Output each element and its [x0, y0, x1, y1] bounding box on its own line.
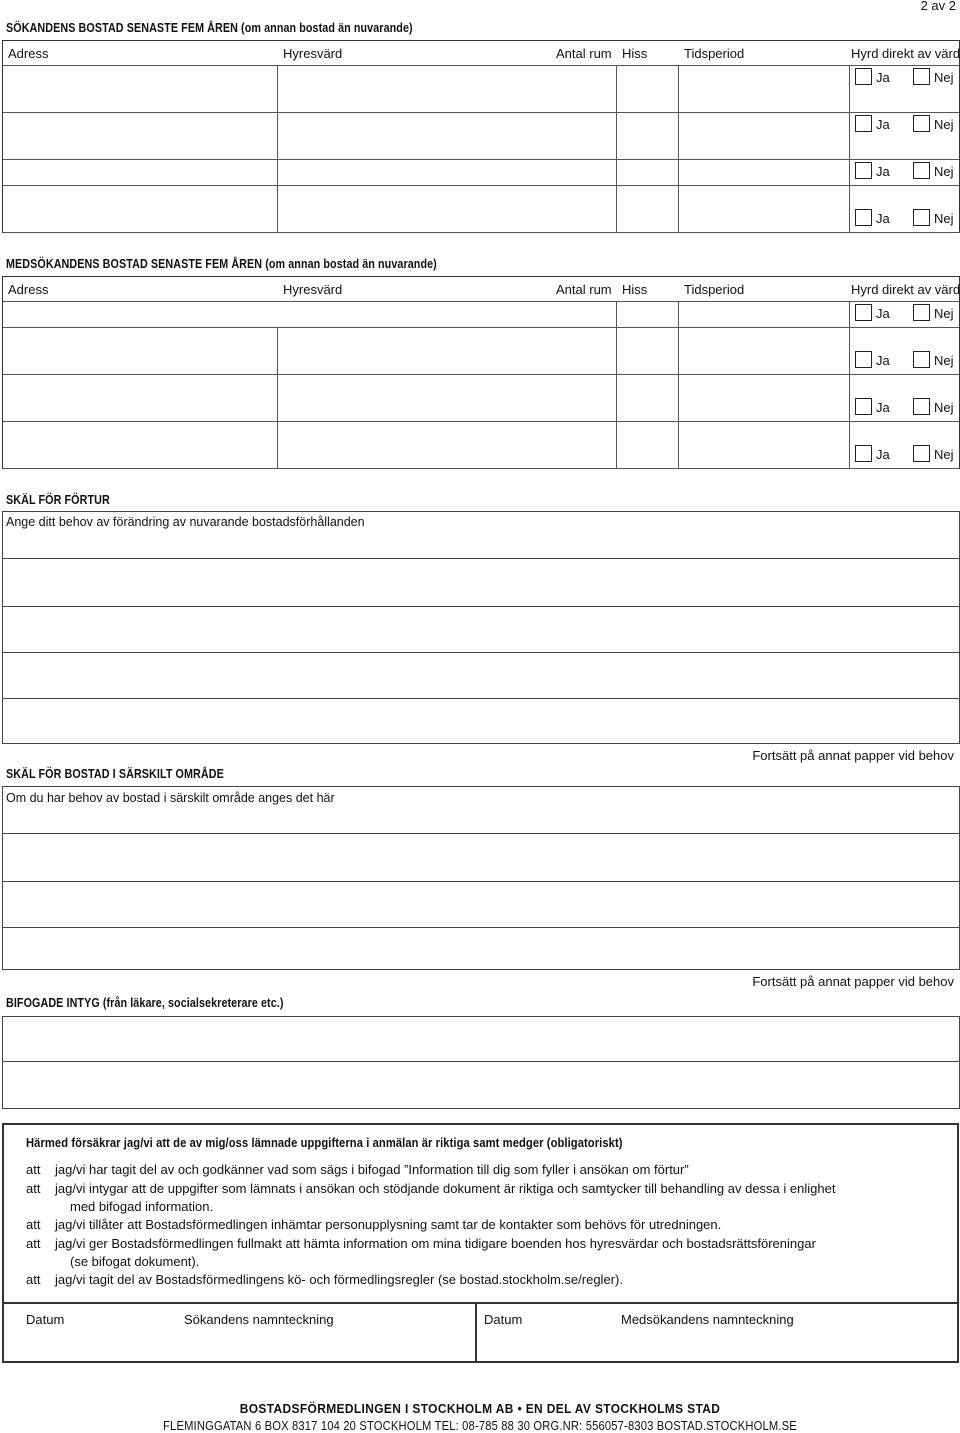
date-field-applicant[interactable]: Datum — [26, 1312, 65, 1327]
column-header-landlord: Hyresvärd — [283, 46, 343, 61]
column-header-rooms: Antal rum — [556, 282, 612, 297]
column-header-rented-directly: Hyrd direkt av värd — [851, 46, 960, 61]
yes-label: Ja — [876, 353, 890, 368]
priority-reasons-subtitle: Ange ditt behov av förändring av nuvarande bostadsförhållanden — [6, 515, 365, 529]
no-label: Nej — [934, 70, 954, 85]
rented-directly-yes-checkbox[interactable] — [855, 115, 872, 132]
column-header-period: Tidsperiod — [684, 282, 745, 297]
applicant-signature-field[interactable]: Sökandens namnteckning — [184, 1312, 334, 1327]
rented-directly-no-checkbox[interactable] — [913, 209, 930, 226]
area-reasons-continue-note: Fortsätt på annat papper vid behov — [752, 974, 954, 989]
declaration-prefix: att — [26, 1162, 41, 1177]
attachments-title: BIFOGADE INTYG (från läkare, socialsekreterare etc.) — [6, 996, 284, 1010]
rented-directly-yes-checkbox[interactable] — [855, 209, 872, 226]
rented-directly-no-checkbox[interactable] — [913, 115, 930, 132]
yes-label: Ja — [876, 400, 890, 415]
yes-label: Ja — [876, 117, 890, 132]
no-label: Nej — [934, 164, 954, 179]
column-header-rooms: Antal rum — [556, 46, 612, 61]
rented-directly-yes-checkbox[interactable] — [855, 68, 872, 85]
coapplicant-housing-title: MEDSÖKANDENS BOSTAD SENASTE FEM ÅREN (om annan bostad än nuvarande) — [6, 257, 437, 271]
rented-directly-yes-checkbox[interactable] — [855, 398, 872, 415]
footer-contact: FLEMINGGATAN 6 BOX 8317 104 20 STOCKHOLM TEL: 08-785 88 30 ORG.NR: 556057-8303 BOSTAD.STOCKHOLM.SE — [163, 1418, 797, 1433]
no-label: Nej — [934, 306, 954, 321]
rented-directly-yes-checkbox[interactable] — [855, 162, 872, 179]
column-header-rented-directly: Hyrd direkt av värd — [851, 282, 960, 297]
column-header-elevator: Hiss — [622, 282, 648, 297]
declaration-line: jag/vi tagit del av Bostadsförmedlingens kö- och förmedlingsregler (se bostad.stockholm.se/regler). — [55, 1272, 623, 1287]
column-header-address: Adress — [8, 46, 49, 61]
column-header-address: Adress — [8, 282, 49, 297]
rented-directly-no-checkbox[interactable] — [913, 351, 930, 368]
column-header-elevator: Hiss — [622, 46, 648, 61]
applicant-housing-title: SÖKANDENS BOSTAD SENASTE FEM ÅREN (om annan bostad än nuvarande) — [6, 21, 413, 35]
column-header-landlord: Hyresvärd — [283, 282, 343, 297]
table-header — [3, 277, 959, 301]
no-label: Nej — [934, 447, 954, 462]
declaration-line: med bifogad information. — [70, 1199, 214, 1214]
rented-directly-no-checkbox[interactable] — [913, 68, 930, 85]
rented-directly-no-checkbox[interactable] — [913, 304, 930, 321]
declaration-prefix: att — [26, 1217, 41, 1232]
rented-directly-yes-checkbox[interactable] — [855, 304, 872, 321]
declaration-prefix: att — [26, 1181, 41, 1196]
applicant-housing-table — [2, 40, 960, 233]
no-label: Nej — [934, 353, 954, 368]
declaration-heading: Härmed försäkrar jag/vi att de av mig/oss lämnade uppgifterna i anmälan är riktiga samt medger (obligatoriskt) — [26, 1135, 623, 1150]
priority-reasons-title: SKÄL FÖR FÖRTUR — [6, 493, 110, 507]
yes-label: Ja — [876, 211, 890, 226]
declaration-prefix: att — [26, 1236, 41, 1251]
page-number: 2 av 2 — [920, 0, 956, 13]
no-label: Nej — [934, 117, 954, 132]
declaration-line: jag/vi ger Bostadsförmedlingen fullmakt att hämta information om mina tidigare boenden hos hyresvärdar och bostadsrättsföreningar — [55, 1236, 816, 1251]
coapplicant-signature-field[interactable]: Medsökandens namnteckning — [621, 1312, 794, 1327]
rented-directly-no-checkbox[interactable] — [913, 398, 930, 415]
rented-directly-yes-checkbox[interactable] — [855, 445, 872, 462]
area-reasons-title: SKÄL FÖR BOSTAD I SÄRSKILT OMRÅDE — [6, 767, 224, 781]
footer-organization: BOSTADSFÖRMEDLINGEN I STOCKHOLM AB • EN DEL AV STOCKHOLMS STAD — [239, 1401, 721, 1416]
rented-directly-no-checkbox[interactable] — [913, 162, 930, 179]
date-field-coapplicant[interactable]: Datum — [484, 1312, 523, 1327]
area-reasons-textarea[interactable] — [2, 786, 960, 970]
declaration-box — [2, 1123, 959, 1363]
yes-label: Ja — [876, 306, 890, 321]
coapplicant-housing-table — [2, 276, 960, 469]
yes-label: Ja — [876, 447, 890, 462]
rented-directly-yes-checkbox[interactable] — [855, 351, 872, 368]
area-reasons-subtitle: Om du har behov av bostad i särskilt område anges det här — [6, 791, 335, 805]
priority-reasons-continue-note: Fortsätt på annat papper vid behov — [752, 748, 954, 763]
declaration-line: (se bifogat dokument). — [70, 1254, 200, 1269]
priority-reasons-textarea[interactable] — [2, 511, 960, 744]
column-header-period: Tidsperiod — [684, 46, 745, 61]
attachments-textarea[interactable] — [2, 1016, 960, 1109]
no-label: Nej — [934, 400, 954, 415]
rented-directly-no-checkbox[interactable] — [913, 445, 930, 462]
declaration-line: jag/vi intygar att de uppgifter som lämnats i ansökan och stödjande dokument är riktiga och samtycker till behandling av dessa i enlighet — [55, 1181, 836, 1196]
no-label: Nej — [934, 211, 954, 226]
declaration-prefix: att — [26, 1272, 41, 1287]
declaration-line: jag/vi tillåter att Bostadsförmedlingen inhämtar personupplysning samt tar de kontakter som behövs för utredningen. — [55, 1217, 722, 1232]
yes-label: Ja — [876, 70, 890, 85]
declaration-line: jag/vi har tagit del av och godkänner vad som sägs i bifogad ”Information till dig som fyller i ansökan om förtur” — [55, 1162, 689, 1177]
table-header — [3, 41, 959, 65]
yes-label: Ja — [876, 164, 890, 179]
